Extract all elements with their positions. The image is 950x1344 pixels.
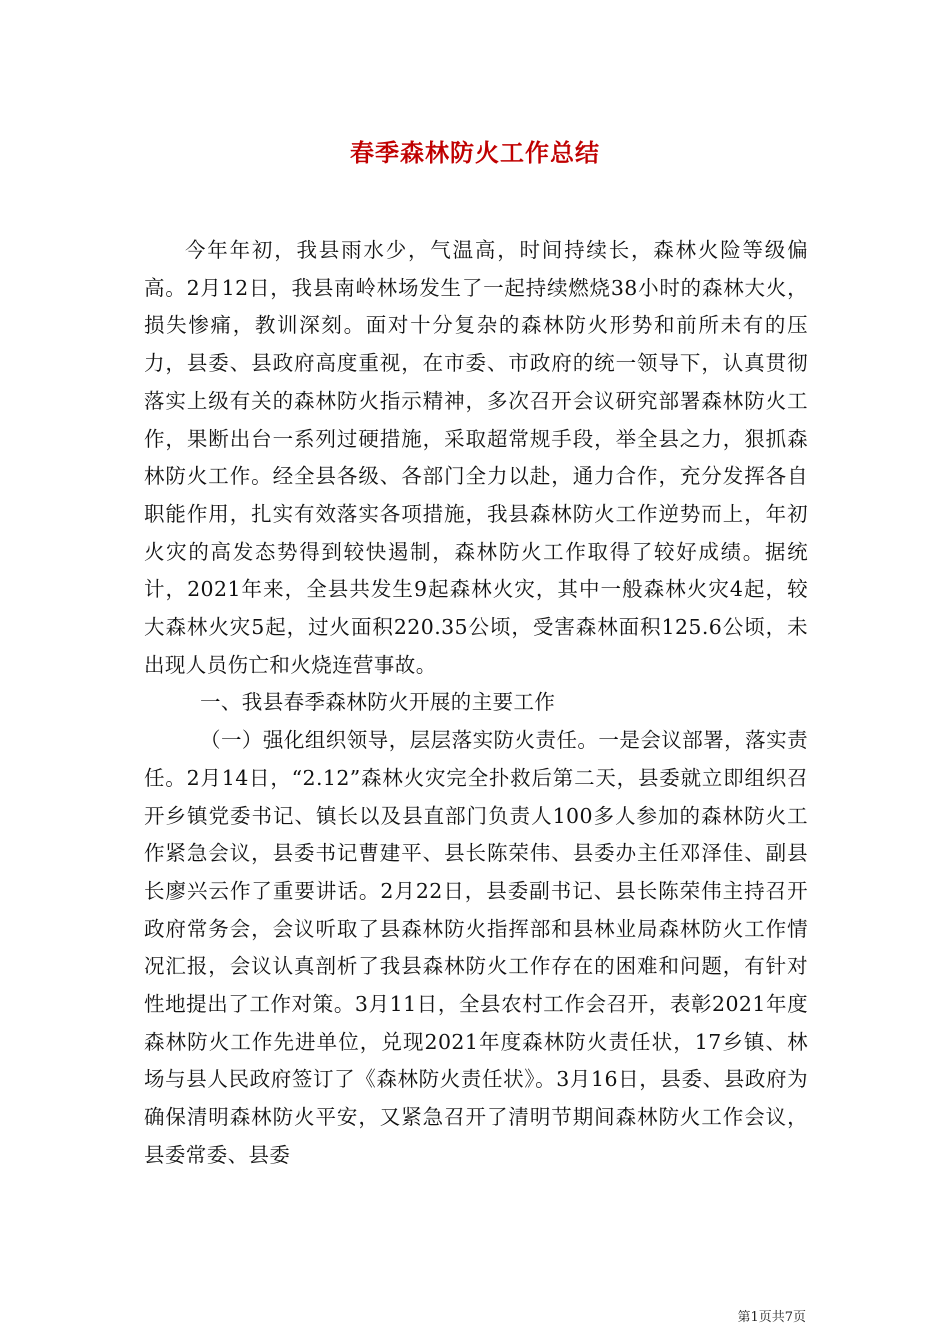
subsection-paragraph: （一）强化组织领导，层层落实防火责任。一是会议部署，落实责任。2月14日，“2.12”森林火灾完全扑救后第二天，县委就立即组织召开乡镇党委书记、镇长以及县直部门负责人100多人参加的森林防火工作紧急会议，县委书记曹建平、县长陈荣伟、县委办主任邓泽佳、副县长廖兴云作了重要讲话。2月22日，县委副书记、县长陈荣伟主持召开政府常务会，会议听取了县森林防火指挥部和县林业局森林防火工作情况汇报，会议认真剖析了我县森林防火工作存在的困难和问题，有针对性地提出了工作对策。3月11日，全县农村工作会召开，表彰2021年度森林防火工作先进单位，兑现2021年度森林防火责任状，17乡镇、林场与县人民政府签订了《森林防火责任状》。3月16日，县委、县政府为确保清明森林防火平安，又紧急召开了清明节期间森林防火工作会议，县委常委、县委 bbox=[144, 728, 808, 1167]
document-title: 春季森林防火工作总结 bbox=[350, 138, 600, 167]
document-body bbox=[144, 232, 808, 1175]
section-heading: 一、我县春季森林防火开展的主要工作 bbox=[200, 690, 556, 715]
intro-paragraph: 今年年初，我县雨水少，气温高，时间持续长，森林火险等级偏高。2月12日，我县南岭林场发生了一起持续燃烧38小时的森林大火，损失惨痛，教训深刻。面对十分复杂的森林防火形势和前所未有的压力，县委、县政府高度重视，在市委、市政府的统一领导下，认真贯彻落实上级有关的森林防火指示精神，多次召开会议研究部署森林防火工作，果断出台一系列过硬措施，采取超常规手段，举全县之力，狠抓森林防火工作。经全县各级、各部门全力以赴，通力合作，充分发挥各自职能作用，扎实有效落实各项措施，我县森林防火工作逆势而上，年初火灾的高发态势得到较快遏制，森林防火工作取得了较好成绩。据统计，2021年来，全县共发生9起森林火灾，其中一般森林火灾4起，较大森林火灾5起，过火面积220.35公顷，受害森林面积125.6公顷，未出现人员伤亡和火烧连营事故。 bbox=[144, 238, 808, 677]
page-number-footer: 第1页共7页 bbox=[737, 1310, 806, 1325]
